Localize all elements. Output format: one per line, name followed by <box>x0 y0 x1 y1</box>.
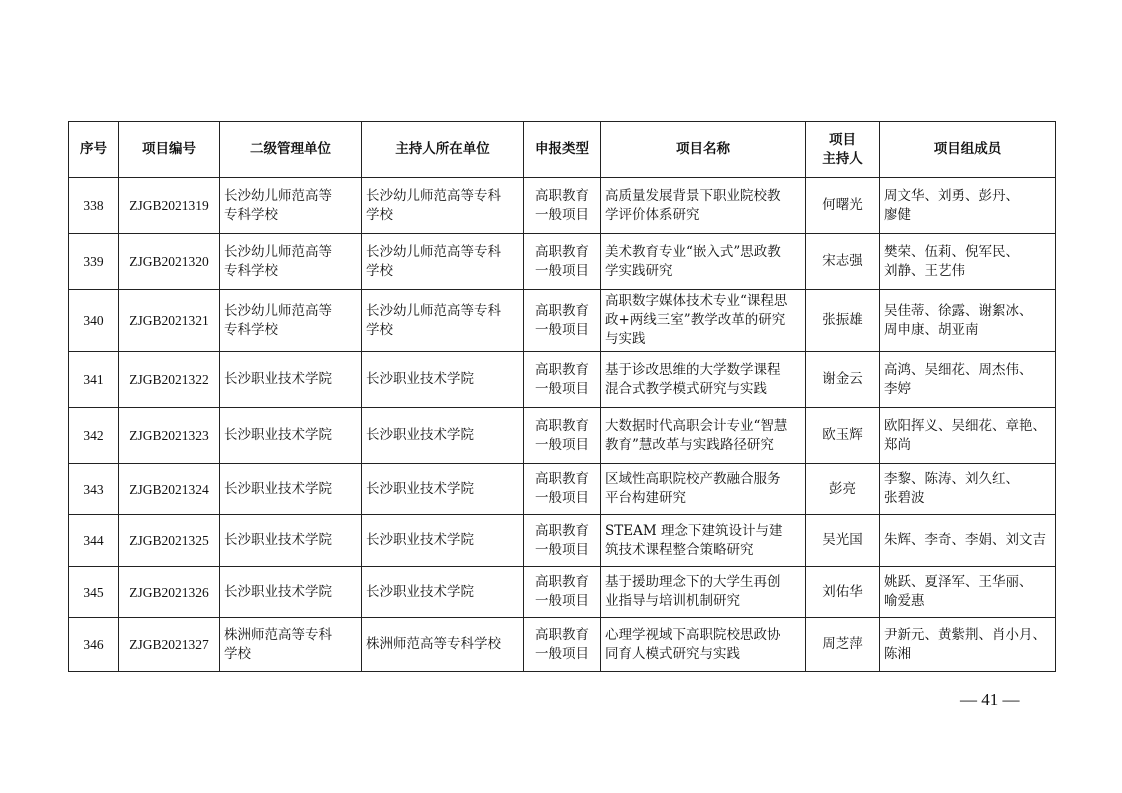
cell-host-unit-line: 长沙职业技术学院 <box>366 480 474 497</box>
cell-members <box>880 290 1056 352</box>
cell-type-line: 一般项目 <box>535 490 589 506</box>
cell-host-unit <box>362 234 524 290</box>
cell-name-line: 与实践 <box>605 331 646 347</box>
cell-seq: 346 <box>69 618 119 672</box>
cell-type-line: 一般项目 <box>535 593 589 609</box>
cell-host-unit-line: 学校 <box>366 206 393 223</box>
cell-name-line: 基于诊改思维的大学数学课程 <box>605 361 781 378</box>
cell-type-line: 高职教育 <box>535 243 589 260</box>
cell-name-line: 平台构建研究 <box>605 490 686 506</box>
cell-members-line: 廖健 <box>884 206 911 223</box>
cell-host: 吴光国 <box>806 515 880 567</box>
cell-host-unit-line: 长沙职业技术学院 <box>366 427 474 443</box>
cell-host-unit <box>362 290 524 352</box>
cell-type-line: 高职教育 <box>535 187 589 204</box>
header-seq: 序号 <box>69 122 119 178</box>
cell-name-line: 美术教育专业“嵌入式”思政教 <box>605 243 781 260</box>
cell-host-unit-line: 长沙幼儿师范高等专科 <box>366 187 501 204</box>
cell-seq: 343 <box>69 464 119 515</box>
cell-members <box>880 618 1056 672</box>
project-table <box>68 121 1056 672</box>
cell-members-line: 朱辉、李奇、李娟、刘文吉 <box>884 532 1046 548</box>
cell-members <box>880 515 1056 567</box>
cell-members-line: 李婷 <box>884 380 911 397</box>
cell-type-line: 高职教育 <box>535 361 589 378</box>
cell-name <box>601 352 806 408</box>
cell-unit-line: 长沙幼儿师范高等 <box>224 187 332 204</box>
cell-seq: 341 <box>69 352 119 408</box>
cell-name-line: 基于援助理念下的大学生再创 <box>605 574 781 590</box>
cell-code: ZJGB2021322 <box>119 352 220 408</box>
cell-members-line: 吴佳蒂、徐露、谢絮冰、 <box>884 302 1033 319</box>
cell-host: 彭亮 <box>806 464 880 515</box>
cell-host: 周芝萍 <box>806 618 880 672</box>
cell-host-unit-line: 长沙职业技术学院 <box>366 583 474 600</box>
cell-members-line: 陈湘 <box>884 645 911 662</box>
cell-unit <box>220 178 362 234</box>
cell-host: 刘佑华 <box>806 567 880 618</box>
cell-members-line: 郑尚 <box>884 436 911 453</box>
cell-name-line: 教育”慧改革与实践路径研究 <box>605 436 774 453</box>
cell-seq: 345 <box>69 567 119 618</box>
cell-unit <box>220 567 362 618</box>
cell-type-line: 一般项目 <box>535 321 589 338</box>
cell-host-unit-line: 学校 <box>366 262 393 279</box>
cell-unit-line: 株洲师范高等专科 <box>224 626 332 643</box>
cell-host-unit-line: 长沙幼儿师范高等专科 <box>366 243 501 260</box>
cell-type <box>524 515 601 567</box>
cell-members-line: 喻爱惠 <box>884 593 925 609</box>
cell-seq: 339 <box>69 234 119 290</box>
cell-type-line: 高职教育 <box>535 417 589 434</box>
header-host-unit: 主持人所在单位 <box>362 122 524 178</box>
cell-type <box>524 464 601 515</box>
table-row <box>69 234 1056 290</box>
cell-name-line: 筑技术课程整合策略研究 <box>605 541 754 558</box>
cell-name <box>601 567 806 618</box>
cell-type-line: 一般项目 <box>535 645 589 662</box>
cell-host-unit <box>362 408 524 464</box>
cell-name <box>601 290 806 352</box>
cell-host-unit <box>362 618 524 672</box>
table-row <box>69 567 1056 618</box>
cell-members-line: 高鸿、吴细花、周杰伟、 <box>884 361 1033 378</box>
cell-members <box>880 567 1056 618</box>
cell-unit-line: 长沙幼儿师范高等 <box>224 302 332 319</box>
cell-seq: 338 <box>69 178 119 234</box>
cell-code: ZJGB2021326 <box>119 567 220 618</box>
cell-code: ZJGB2021324 <box>119 464 220 515</box>
cell-unit-line: 长沙幼儿师范高等 <box>224 243 332 260</box>
cell-members-line: 周文华、刘勇、彭丹、 <box>884 187 1019 204</box>
cell-name-line: 心理学视域下高职院校思政协 <box>605 626 781 643</box>
cell-name-line: 大数据时代高职会计专业“智慧 <box>605 417 788 434</box>
header-name: 项目名称 <box>601 122 806 178</box>
cell-unit <box>220 618 362 672</box>
cell-type <box>524 618 601 672</box>
cell-members <box>880 464 1056 515</box>
cell-code: ZJGB2021323 <box>119 408 220 464</box>
cell-type <box>524 352 601 408</box>
table-row <box>69 290 1056 352</box>
header-code: 项目编号 <box>119 122 220 178</box>
cell-name-line: 区域性高职院校产教融合服务 <box>605 471 781 487</box>
cell-members-line: 樊荣、伍莉、倪军民、 <box>884 243 1019 260</box>
table-row <box>69 178 1056 234</box>
cell-type <box>524 178 601 234</box>
cell-host-unit <box>362 352 524 408</box>
cell-host: 张振雄 <box>806 290 880 352</box>
cell-type-line: 高职教育 <box>535 302 589 319</box>
cell-name <box>601 464 806 515</box>
header-type: 申报类型 <box>524 122 601 178</box>
table-row <box>69 352 1056 408</box>
cell-members-line: 周申康、胡亚南 <box>884 321 979 338</box>
cell-type-line: 一般项目 <box>535 262 589 279</box>
cell-type-line: 一般项目 <box>535 206 589 223</box>
cell-name <box>601 618 806 672</box>
table-row <box>69 515 1056 567</box>
cell-unit <box>220 408 362 464</box>
page-number: — 41 — <box>960 690 1020 709</box>
cell-host-unit-line: 株洲师范高等专科学校 <box>366 636 501 652</box>
cell-members <box>880 352 1056 408</box>
cell-seq: 340 <box>69 290 119 352</box>
table-row <box>69 408 1056 464</box>
cell-members-line: 欧阳挥义、吴细花、章艳、 <box>884 417 1046 434</box>
cell-unit-line: 学校 <box>224 645 251 662</box>
cell-code: ZJGB2021319 <box>119 178 220 234</box>
header-host-line: 主持人 <box>822 150 863 167</box>
cell-type <box>524 290 601 352</box>
cell-unit-line: 专科学校 <box>224 206 278 223</box>
cell-unit-line: 长沙职业技术学院 <box>224 371 332 387</box>
cell-host-unit-line: 长沙职业技术学院 <box>366 371 474 387</box>
cell-host-unit <box>362 178 524 234</box>
cell-name-line: 混合式教学模式研究与实践 <box>605 380 767 397</box>
cell-type-line: 高职教育 <box>535 522 589 539</box>
cell-host-unit-line: 长沙幼儿师范高等专科 <box>366 302 501 319</box>
cell-members-line: 刘静、王艺伟 <box>884 262 965 279</box>
cell-name-line: 同育人模式研究与实践 <box>605 645 740 662</box>
cell-seq: 342 <box>69 408 119 464</box>
cell-host-unit <box>362 515 524 567</box>
header-members: 项目组成员 <box>880 122 1056 178</box>
cell-type-line: 一般项目 <box>535 541 589 558</box>
header-host <box>806 122 880 178</box>
cell-unit <box>220 515 362 567</box>
cell-members-line: 尹新元、黄紫荆、肖小月、 <box>884 626 1046 643</box>
cell-name-line: 政+两线三室”教学改革的研究 <box>605 312 786 328</box>
cell-name-line: 学评价体系研究 <box>605 206 700 223</box>
header-unit: 二级管理单位 <box>220 122 362 178</box>
cell-members <box>880 408 1056 464</box>
cell-members-line: 姚跃、夏泽军、王华丽、 <box>884 574 1033 590</box>
cell-code: ZJGB2021325 <box>119 515 220 567</box>
cell-name <box>601 515 806 567</box>
cell-unit <box>220 352 362 408</box>
cell-type <box>524 567 601 618</box>
cell-host-unit <box>362 567 524 618</box>
cell-type-line: 高职教育 <box>535 471 589 487</box>
cell-unit <box>220 290 362 352</box>
cell-type-line: 高职教育 <box>535 574 589 590</box>
cell-name-line: 学实践研究 <box>605 262 673 279</box>
cell-name-line: 高职数字媒体技术专业“课程思 <box>605 293 788 309</box>
table-row <box>69 464 1056 515</box>
cell-type-line: 一般项目 <box>535 436 589 453</box>
header-host-line: 项目 <box>829 131 856 148</box>
cell-name-line: 业指导与培训机制研究 <box>605 593 740 609</box>
cell-type-line: 一般项目 <box>535 380 589 397</box>
cell-seq: 344 <box>69 515 119 567</box>
cell-type <box>524 234 601 290</box>
cell-members <box>880 178 1056 234</box>
cell-type <box>524 408 601 464</box>
cell-host-unit <box>362 464 524 515</box>
cell-members-line: 张碧波 <box>884 490 925 506</box>
cell-unit-line: 专科学校 <box>224 321 278 338</box>
cell-members <box>880 234 1056 290</box>
cell-host-unit-line: 长沙职业技术学院 <box>366 532 474 548</box>
header-row <box>69 122 1056 178</box>
cell-code: ZJGB2021321 <box>119 290 220 352</box>
table-row <box>69 618 1056 672</box>
cell-name <box>601 234 806 290</box>
cell-members-line: 李黎、陈涛、刘久红、 <box>884 471 1019 487</box>
cell-unit <box>220 464 362 515</box>
cell-unit-line: 专科学校 <box>224 262 278 279</box>
cell-name-line: 高质量发展背景下职业院校教 <box>605 187 781 204</box>
cell-name-line: STEAM 理念下建筑设计与建 <box>605 522 783 539</box>
cell-host: 宋志强 <box>806 234 880 290</box>
cell-code: ZJGB2021327 <box>119 618 220 672</box>
cell-host: 谢金云 <box>806 352 880 408</box>
cell-host: 欧玉辉 <box>806 408 880 464</box>
cell-unit-line: 长沙职业技术学院 <box>224 427 332 443</box>
cell-code: ZJGB2021320 <box>119 234 220 290</box>
cell-host: 何曙光 <box>806 178 880 234</box>
cell-unit-line: 长沙职业技术学院 <box>224 583 332 600</box>
cell-unit-line: 长沙职业技术学院 <box>224 480 332 497</box>
cell-name <box>601 408 806 464</box>
cell-host-unit-line: 学校 <box>366 321 393 338</box>
cell-unit <box>220 234 362 290</box>
cell-name <box>601 178 806 234</box>
cell-type-line: 高职教育 <box>535 626 589 643</box>
cell-unit-line: 长沙职业技术学院 <box>224 532 332 548</box>
